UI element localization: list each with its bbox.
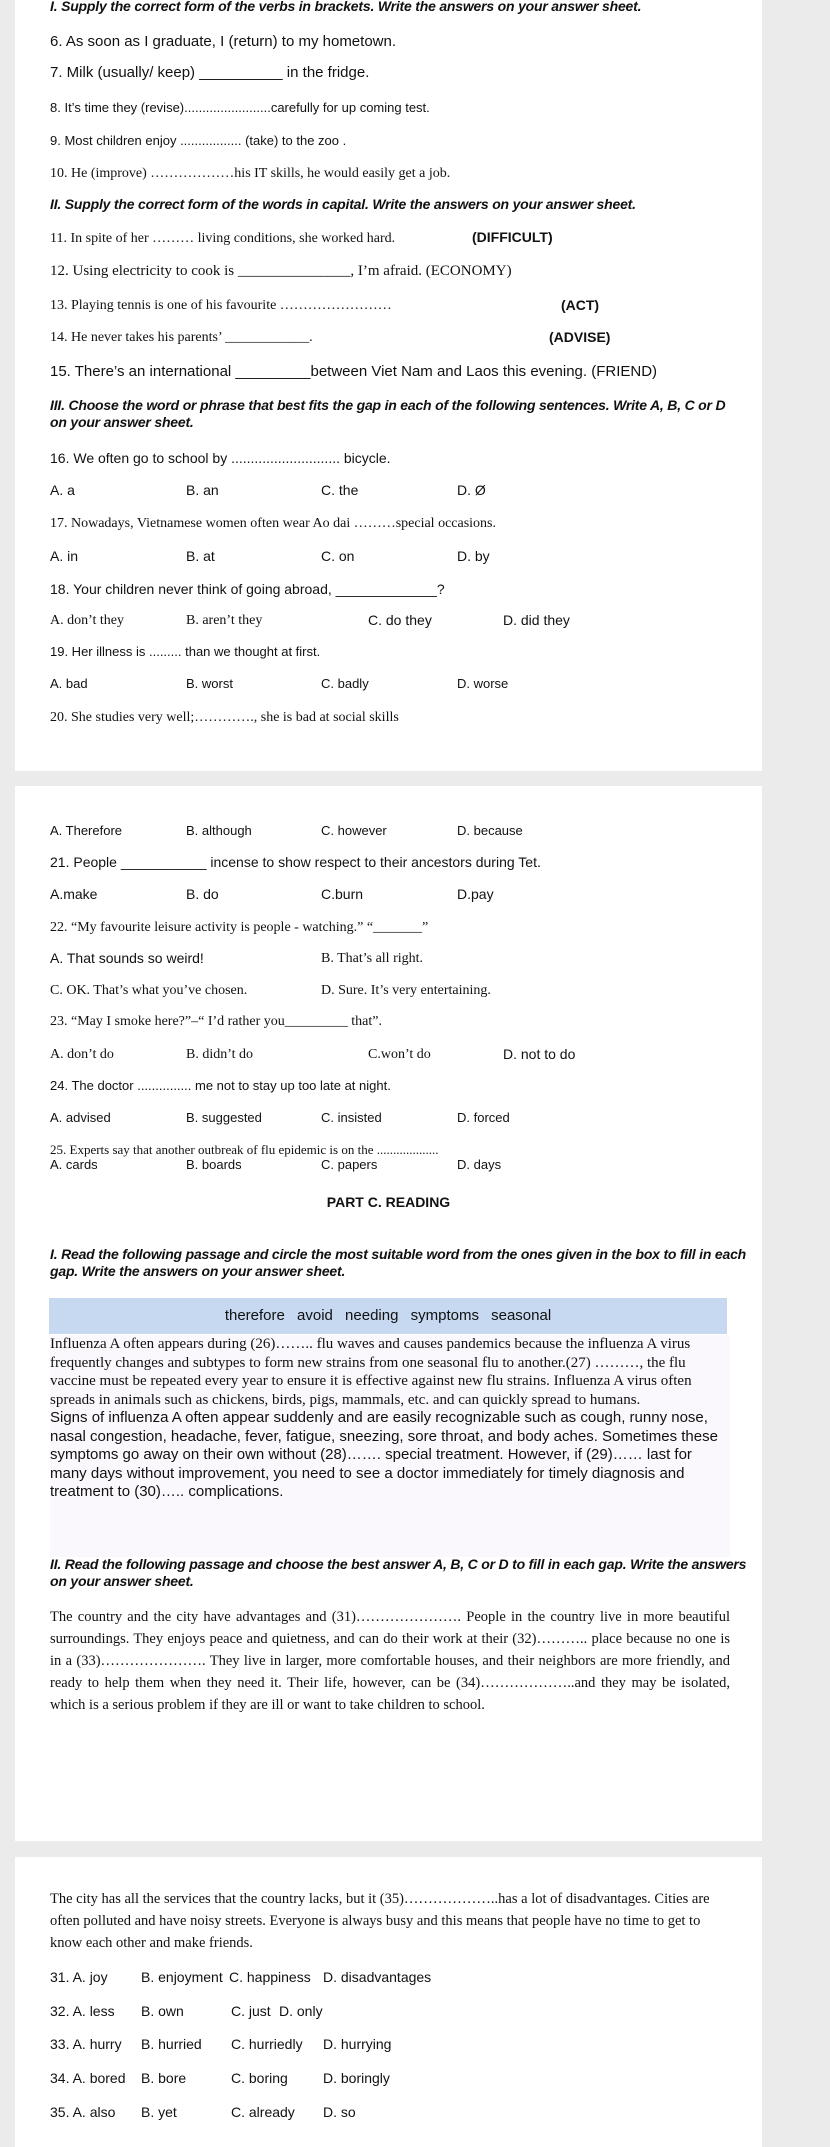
section-heading-cont: on your answer sheet. [50, 414, 194, 430]
option: D.pay [457, 886, 494, 902]
capital-word: (ADVISE) [549, 329, 611, 345]
option: C. boring [231, 2070, 288, 2086]
passage-1-paragraph: Signs of influenza A often appear suddenly and are easily recognizable such as cough, runny nose, nasal congestion, headache, fever, fatigue, sneezing, sore throat, and body aches. Sometimes these symptoms go away on their own without (28)……. special treatment. However, if (29)…… last for many days without improvement, you need to see a doctor immediately for timely diagnosis and treatment to (30)….. complications. [50, 1409, 718, 1500]
option: D. so [323, 2104, 356, 2120]
option: B. own [141, 2003, 184, 2019]
question-25: 25. Experts say that another outbreak of flu epidemic is on the ................... [50, 1142, 439, 1157]
option: A. bad [50, 676, 88, 691]
option: C. however [321, 823, 387, 838]
worksheet-page-2 [15, 786, 762, 1841]
option: B. boards [186, 1157, 242, 1172]
option: C. on [321, 548, 355, 564]
option: C.won’t do [368, 1047, 431, 1062]
question-6: 6. As soon as I graduate, I (return) to my hometown. [50, 33, 397, 50]
capital-word: (ACT) [561, 297, 600, 313]
option: A. advised [50, 1110, 111, 1125]
option: D. Ø [457, 482, 486, 498]
option: A. Therefore [50, 823, 123, 838]
question-19: 19. Her illness is ......... than we thought at first. [50, 644, 321, 659]
option: A. a [50, 482, 75, 498]
option: C. OK. That’s what you’ve chosen. [50, 983, 248, 998]
question-15: 15. There’s an international _________between Viet Nam and Laos this evening. (FRIEND) [50, 363, 658, 380]
option: C.burn [321, 886, 364, 902]
section-heading: I. Read the following passage and circle the most suitable word from the ones given in the box to fill in each [50, 1246, 747, 1262]
option: 31. A. joy [50, 1969, 108, 1985]
passage-1-paragraph: Influenza A often appears during (26)…….. flu waves and causes pandemics because the influenza A virus frequently changes and subtypes to form new strains from one seasonal flu to another.(27) ………, the flu vaccine must be repeated every year to ensure it is effective against new flu strains. Influenza A virus often spreads in animals such as chickens, birds, pigs, mammals, etc. and can quickly spread to humans. [50, 1336, 692, 1408]
option: C. badly [321, 676, 369, 691]
option: B. although [186, 823, 252, 838]
option: A. in [50, 548, 79, 564]
option: D. not to do [503, 1046, 576, 1062]
option: B. an [186, 482, 219, 498]
passage-2: The country and the city have advantages and (31)…………………. People in the country live in more beautiful surroundings. They enjoys peace and quietness, and can do their work at their (32)……….. place because no one is in a (33)…………………. They live in larger, more comfortable houses, and their neighbors are more friendly, and ready to help them when they need it. Their life, however, can be (34)………………..and they may be isolated, which is a serious problem if they are ill or want to take children to school. [50, 1609, 730, 1713]
option: D. hurrying [323, 2036, 392, 2052]
option: C. insisted [321, 1110, 382, 1125]
option: B. worst [186, 676, 233, 691]
option: C. just [231, 2003, 271, 2019]
word-box: therefore avoid needing symptoms seasonal [49, 1298, 727, 1334]
option: B. That’s all right. [321, 951, 424, 966]
section-heading: I. Supply the correct form of the verbs in brackets. Write the answers on your answer sheet. [50, 0, 642, 14]
option: D. because [457, 823, 523, 838]
option: B. aren’t they [186, 613, 263, 628]
capital-word: (DIFFICULT) [472, 229, 553, 245]
option: B. yet [141, 2104, 177, 2120]
option: B. do [186, 886, 219, 902]
option: D. days [457, 1157, 502, 1172]
question-20: 20. She studies very well;…………., she is bad at social skills [50, 710, 399, 725]
option: D. only [279, 2003, 323, 2019]
question-7: 7. Milk (usually/ keep) __________ in the fridge. [50, 64, 370, 81]
question-9: 9. Most children enjoy ................. (take) to the zoo . [50, 133, 347, 148]
option: A. don’t do [50, 1047, 114, 1062]
section-heading: II. Read the following passage and choose the best answer A, B, C or D to fill in each gap. Write the answers [50, 1556, 747, 1572]
section-heading-cont: on your answer sheet. [50, 1573, 194, 1589]
option: B. bore [141, 2070, 187, 2086]
option: A. don’t they [50, 613, 125, 628]
option: D. by [457, 548, 490, 564]
option: D. worse [457, 676, 509, 691]
option: C. already [231, 2104, 295, 2120]
question-14: 14. He never takes his parents’ ____________. [50, 330, 313, 345]
question-22: 22. “My favourite leisure activity is people - watching.” “_______” [50, 920, 429, 935]
option: C. do they [368, 612, 432, 628]
worksheet-page-3 [15, 1857, 762, 2147]
question-21: 21. People ___________ incense to show respect to their ancestors during Tet. [50, 854, 541, 870]
question-16: 16. We often go to school by ............................ bicycle. [50, 450, 391, 466]
part-c-title: PART C. READING [326, 1194, 451, 1210]
option: B. didn’t do [186, 1047, 254, 1062]
option: C. happiness [229, 1969, 311, 1985]
option: C. hurriedly [231, 2036, 303, 2052]
section-heading-cont: gap. Write the answers on your answer sheet. [50, 1263, 346, 1279]
worksheet-page-1 [15, 0, 762, 771]
question-23: 23. “May I smoke here?”–“ I’d rather you_________ that”. [50, 1014, 382, 1029]
question-12: 12. Using electricity to cook is _______________, I’m afraid. (ECONOMY) [50, 263, 512, 279]
option: D. boringly [323, 2070, 390, 2086]
passage-3: The city has all the services that the country lacks, but it (35)………………..has a lot of disadvantages. Cities are often polluted and have noisy streets. Everyone is always busy and this means that people have no time to get to know each other and make friends. [50, 1891, 710, 1951]
option: D. forced [457, 1110, 510, 1125]
option: B. enjoyment [141, 1969, 223, 1985]
option: C. the [321, 482, 359, 498]
option: B. hurried [141, 2036, 202, 2052]
option: A. That sounds so weird! [50, 950, 204, 966]
question-13: 13. Playing tennis is one of his favourite …………………… [50, 298, 392, 313]
option: 33. A. hurry [50, 2036, 122, 2052]
question-24: 24. The doctor ............... me not to stay up too late at night. [50, 1078, 391, 1093]
question-18: 18. Your children never think of going abroad, _____________? [50, 581, 445, 597]
question-11: 11. In spite of her ……… living conditions, she worked hard. [50, 231, 396, 246]
option: 35. A. also [50, 2104, 116, 2120]
option: D. did they [503, 612, 570, 628]
option: 34. A. bored [50, 2070, 126, 2086]
question-8: 8. It’s time they (revise)........................carefully for up coming test. [50, 100, 430, 115]
question-10: 10. He (improve) ………………his IT skills, he would easily get a job. [50, 166, 451, 181]
option: D. Sure. It’s very entertaining. [321, 983, 491, 998]
section-heading: II. Supply the correct form of the words in capital. Write the answers on your answer sheet. [50, 196, 636, 212]
option: 32. A. less [50, 2003, 115, 2019]
option: C. papers [321, 1157, 378, 1172]
option: A. cards [50, 1157, 98, 1172]
passage-1 [50, 1335, 730, 1557]
section-heading: III. Choose the word or phrase that best fits the gap in each of the following sentences. Write A, B, C or D [50, 397, 726, 413]
option: D. disadvantages [323, 1969, 432, 1985]
option: A.make [50, 886, 98, 902]
question-17: 17. Nowadays, Vietnamese women often wear Ao dai ………special occasions. [50, 516, 497, 531]
option: B. suggested [186, 1110, 262, 1125]
option: B. at [186, 548, 215, 564]
